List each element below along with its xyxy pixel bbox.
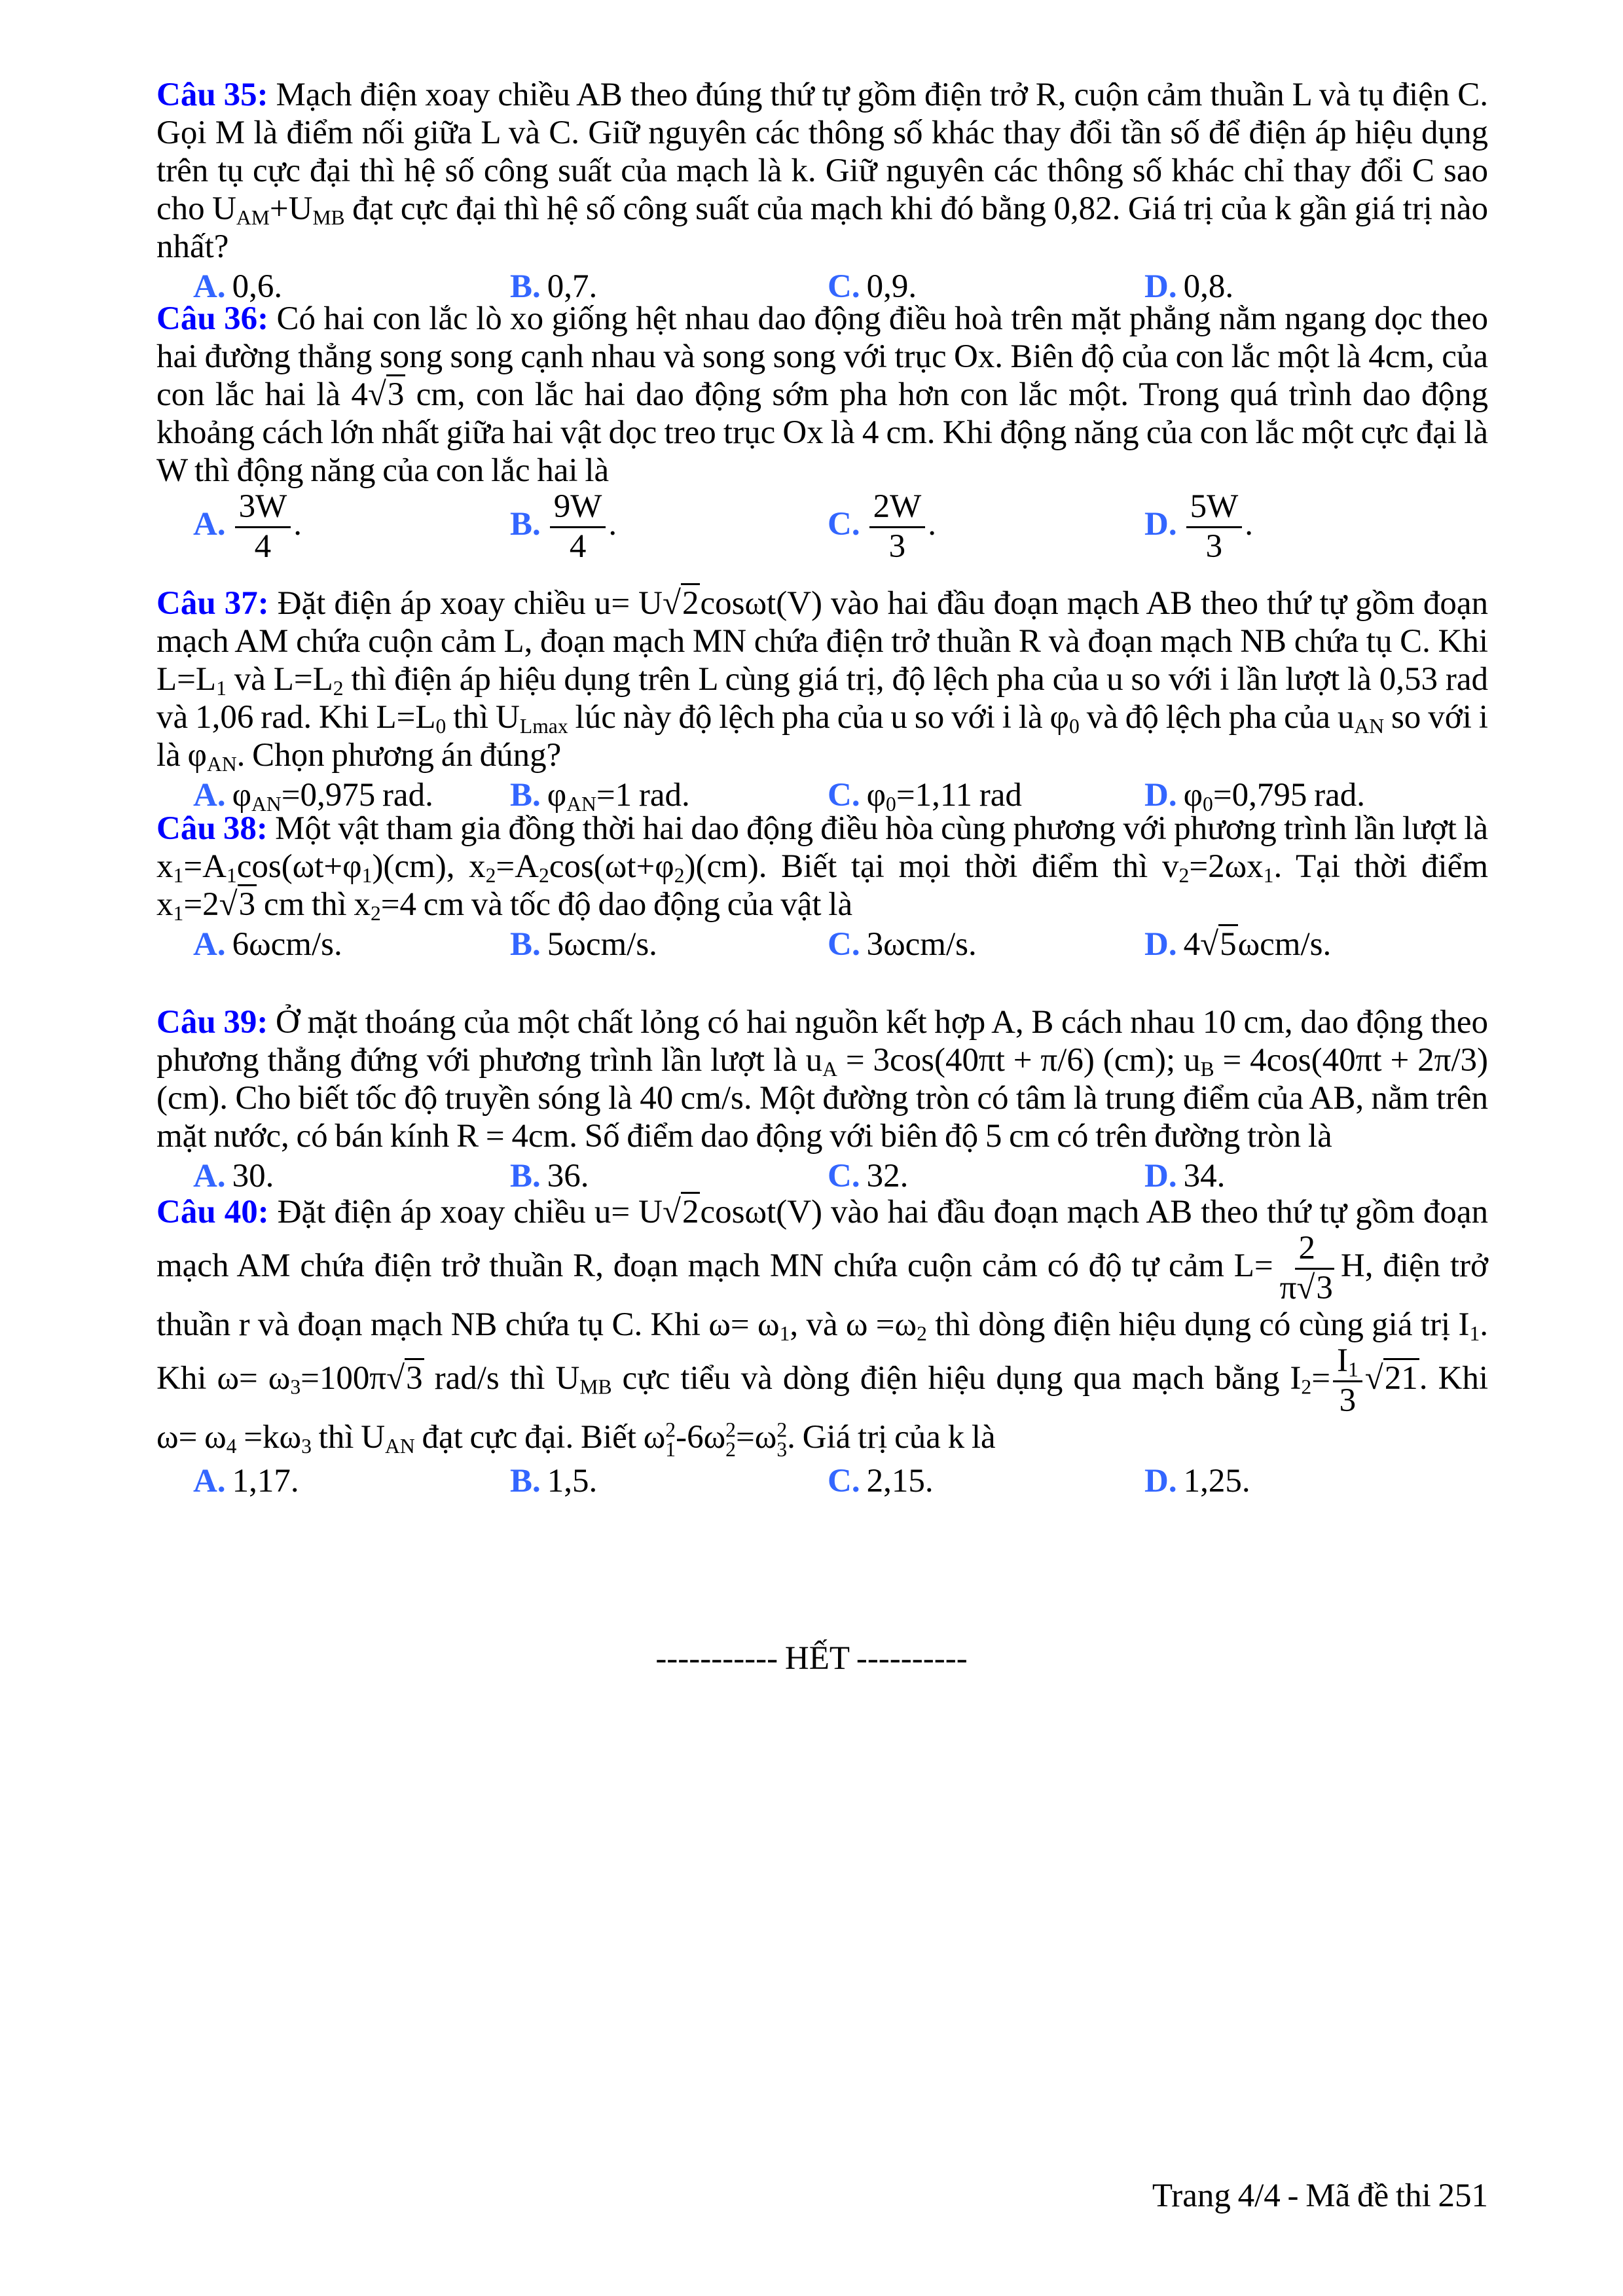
option-letter: C. xyxy=(828,268,860,305)
question-text-line xyxy=(156,622,1488,660)
denominator xyxy=(1202,528,1227,565)
text: thì điện áp hiệu dụng trên L cùng giá trị, độ lệch pha của u so với i lần lượt là 0,53 rad xyxy=(343,661,1488,698)
text: x xyxy=(156,886,173,923)
text: mặt nước, có bán kính R = 4cm. Số điểm dao động với biên độ 5 cm có trên đường tròn là xyxy=(156,1118,1332,1155)
subscript: 2 xyxy=(485,863,496,887)
text: )(cm), x xyxy=(372,848,486,885)
answer-option-c[interactable] xyxy=(828,490,936,564)
question-text-line xyxy=(156,886,1488,924)
subscript: MB xyxy=(312,206,345,229)
option-letter: B. xyxy=(510,1462,541,1499)
text: 3 xyxy=(1339,1382,1357,1419)
text: phương thẳng đứng với phương trình lần lượt là u xyxy=(156,1042,823,1079)
text: 3 xyxy=(1205,528,1223,565)
text: =0,795 rad. xyxy=(1213,777,1365,814)
text: +U xyxy=(269,190,313,227)
fraction xyxy=(1186,490,1243,564)
option-letter: A. xyxy=(193,777,226,814)
end-marker: ----------- HẾT ---------- xyxy=(655,1640,968,1677)
text: =kω xyxy=(236,1419,302,1456)
square-root xyxy=(1296,1268,1334,1306)
option-letter: D. xyxy=(1144,777,1177,814)
option-letter: C. xyxy=(828,505,860,543)
text: =4 cm và tốc độ dao động của vật là xyxy=(380,886,853,923)
text: 3 xyxy=(888,528,906,565)
question-text-line xyxy=(156,300,1488,338)
option-letter: D. xyxy=(1144,1158,1177,1194)
fraction xyxy=(1333,1344,1362,1418)
text: . Chọn phương án đúng? xyxy=(236,737,562,774)
subscript: 1 xyxy=(1347,1357,1359,1381)
text: cos(ωt+φ xyxy=(236,848,362,885)
question-label: Câu 40: xyxy=(156,1194,269,1230)
text: cm thì x xyxy=(257,886,371,923)
answer-option-a[interactable] xyxy=(193,1460,299,1502)
text: 3W xyxy=(238,488,287,525)
text: 2,15. xyxy=(866,1462,934,1499)
answer-option-a[interactable] xyxy=(193,1155,274,1197)
text: cm, con lắc hai dao động sớm pha hơn con lắc một. Trong quá trình dao động xyxy=(405,376,1488,413)
text: =0,975 rad. xyxy=(281,777,433,814)
page-footer: Trang 4/4 - Mã đề thi 251 xyxy=(1152,2178,1488,2214)
superscript: 2 xyxy=(776,1418,788,1442)
option-letter: A. xyxy=(193,1158,226,1194)
question-text-line xyxy=(156,376,1488,414)
question-38 xyxy=(156,810,1488,965)
text: 36. xyxy=(547,1158,589,1194)
fraction xyxy=(550,490,606,564)
text: khoảng cách lớn nhất giữa hai vật dọc treo trục Ox là 4 cm. Khi động năng của con lắc một cực đại là xyxy=(156,414,1488,451)
radical-sign-icon: √ xyxy=(662,1194,681,1230)
fraction xyxy=(1276,1231,1338,1306)
question-text-line xyxy=(156,1306,1488,1344)
text: φ xyxy=(866,777,886,814)
answer-option-b[interactable] xyxy=(510,1155,589,1197)
text: φ xyxy=(232,777,252,814)
option-letter: A. xyxy=(193,926,226,963)
question-text-line xyxy=(156,152,1488,190)
text: H, điện trở xyxy=(1340,1247,1488,1284)
text: 5ωcm/s. xyxy=(547,926,657,963)
question-text-line xyxy=(156,114,1488,152)
option-letter: B. xyxy=(510,926,541,963)
option-letter: B. xyxy=(510,777,541,814)
subscript: 1 xyxy=(216,676,227,700)
question-text-line xyxy=(156,1344,1488,1418)
answer-option-b[interactable] xyxy=(510,1460,597,1502)
text: =1,11 rad xyxy=(896,777,1022,814)
question-text-line xyxy=(156,228,1488,266)
subscript: AN xyxy=(566,792,596,816)
text: mạch AM chứa cuộn cảm L, đoạn mạch MN chứa điện trở thuần R và đoạn mạch NB chứa tụ C. Khi xyxy=(156,623,1488,660)
radicand: 3 xyxy=(238,884,257,923)
subscript: 0 xyxy=(435,714,447,738)
text: = 4cos(40πt + 2π/3) xyxy=(1214,1042,1488,1079)
subscript: 2 xyxy=(333,676,344,700)
answer-options xyxy=(156,924,1488,965)
answer-option-b[interactable] xyxy=(510,924,657,965)
option-letter: B. xyxy=(510,1158,541,1194)
text: ω= ω xyxy=(156,1419,227,1456)
fraction xyxy=(235,490,291,564)
text: và độ lệch pha của u xyxy=(1079,699,1355,736)
text: 1,5. xyxy=(547,1462,598,1499)
subscript: 1 xyxy=(665,1438,676,1462)
question-label: Câu 39: xyxy=(156,1004,268,1041)
question-text-line xyxy=(156,190,1488,228)
radical-sign-icon: √ xyxy=(662,585,681,622)
question-text-line xyxy=(156,76,1488,114)
answer-option-c[interactable] xyxy=(828,1460,934,1502)
text: . Khi xyxy=(1419,1359,1489,1397)
radicand: 3 xyxy=(405,1358,424,1397)
subscript: 1 xyxy=(173,863,184,887)
text: π xyxy=(1279,1269,1297,1306)
text: 5W xyxy=(1190,488,1239,525)
text: thì U xyxy=(446,699,520,736)
text: so với i xyxy=(1384,699,1488,736)
option-letter: A. xyxy=(193,268,226,305)
subscript: 1 xyxy=(226,863,237,887)
text: cos(ωt+φ xyxy=(549,848,674,885)
answer-option-a[interactable] xyxy=(193,490,302,564)
question-text-line xyxy=(156,414,1488,452)
text: rad/s thì U xyxy=(424,1359,580,1397)
numerator xyxy=(1295,1231,1320,1270)
text: và 1,06 rad. Khi L=L xyxy=(156,699,436,736)
option-letter: B. xyxy=(510,268,541,305)
text: Có hai con lắc lò xo giống hệt nhau dao động điều hoà trên mặt phẳng nằm ngang dọc theo xyxy=(268,300,1489,337)
question-text-line xyxy=(156,1193,1488,1231)
text: 0,9. xyxy=(866,268,917,305)
numerator xyxy=(1186,490,1243,528)
text: lúc này độ lệch pha của u so với i là φ xyxy=(568,699,1069,736)
text: 4 xyxy=(254,528,272,565)
text: là φ xyxy=(156,737,207,774)
text: thì dòng điện hiệu dụng có cùng giá trị I xyxy=(926,1306,1470,1344)
question-text-line xyxy=(156,1041,1488,1079)
text: φ xyxy=(1183,777,1203,814)
subscript: 3 xyxy=(776,1438,788,1462)
text: I xyxy=(1337,1342,1348,1380)
text: Mạch điện xoay chiều AB theo đúng thứ tự gồm điện trở R, cuộn cảm thuần L và tụ điện C. xyxy=(268,77,1488,113)
text: thì U xyxy=(311,1419,386,1456)
subscript: AN xyxy=(1354,714,1385,738)
radical-sign-icon: √ xyxy=(1364,1359,1383,1397)
radicand: 5 xyxy=(1218,924,1238,963)
square-root xyxy=(663,1192,701,1230)
text: ωcm/s. xyxy=(1237,926,1332,963)
text: 2W xyxy=(873,488,922,525)
answer-option-d[interactable] xyxy=(1144,1155,1225,1197)
text: , và ω =ω xyxy=(790,1306,917,1344)
denominator xyxy=(1276,1270,1338,1306)
text: 2 xyxy=(1298,1230,1316,1266)
question-35 xyxy=(156,76,1488,308)
question-text-line xyxy=(156,452,1488,490)
text: Ở mặt thoáng của một chất lỏng có hai nguồn kết hợp A, B cách nhau 10 cm, dao động theo xyxy=(268,1004,1488,1041)
text: 32. xyxy=(866,1158,909,1194)
option-letter: A. xyxy=(193,505,226,543)
denominator xyxy=(251,528,276,565)
text: 1,17. xyxy=(232,1462,299,1499)
radical-sign-icon: √ xyxy=(219,886,238,923)
subscript: AN xyxy=(385,1435,415,1458)
option-letter: D. xyxy=(1144,268,1177,305)
text: mạch AM chứa điện trở thuần R, đoạn mạch MN chứa cuộn cảm có độ tự cảm L= xyxy=(156,1247,1273,1284)
subscript: Lmax xyxy=(519,714,568,738)
subscript: 0 xyxy=(1203,792,1213,816)
text: . xyxy=(293,505,302,543)
superscript: 2 xyxy=(665,1418,676,1442)
question-36 xyxy=(156,300,1489,565)
text: )(cm). Biết tại mọi thời điểm thì v xyxy=(684,848,1179,885)
subscript: 1 xyxy=(1263,863,1274,887)
text: và L=L xyxy=(226,661,333,698)
subscript: MB xyxy=(579,1375,612,1399)
subscript: 2 xyxy=(917,1321,927,1345)
answer-option-c[interactable] xyxy=(828,1155,908,1197)
denominator xyxy=(885,528,910,565)
text: Đặt điện áp xoay chiều u= U xyxy=(268,585,663,622)
subscript: AN xyxy=(251,792,282,816)
subscript: 1 xyxy=(1469,1321,1480,1345)
question-text-line xyxy=(156,698,1488,736)
answer-option-d[interactable] xyxy=(1144,1460,1250,1502)
answer-option-d[interactable] xyxy=(1144,924,1331,965)
sub-superscript xyxy=(776,1420,787,1460)
question-39 xyxy=(156,1003,1488,1197)
option-letter: D. xyxy=(1144,1462,1177,1499)
text: =ω xyxy=(735,1419,777,1456)
subscript: A xyxy=(822,1057,837,1081)
text: =100π xyxy=(301,1359,387,1397)
subscript: 1 xyxy=(779,1321,790,1345)
answer-option-c[interactable] xyxy=(828,924,977,965)
question-text-line xyxy=(156,660,1488,698)
text: = xyxy=(1311,1359,1330,1397)
denominator xyxy=(1336,1382,1360,1419)
text: 3ωcm/s. xyxy=(866,926,977,963)
text: =1 rad. xyxy=(596,777,690,814)
option-letter: C. xyxy=(828,926,860,963)
text: cosωt(V) vào hai đầu đoạn mạch AB theo thứ tự gồm đoạn xyxy=(700,585,1488,622)
text: . Tại thời điểm xyxy=(1273,848,1488,885)
square-root xyxy=(368,374,406,413)
text: =2ωx xyxy=(1189,848,1264,885)
subscript: 2 xyxy=(539,863,549,887)
answer-option-b[interactable] xyxy=(510,490,617,564)
subscript: 0 xyxy=(1068,714,1080,738)
option-letter: C. xyxy=(828,1158,860,1194)
text: Gọi M là điểm nối giữa L và C. Giữ nguyên các thông số khác thay đổi tần số để điện áp hiệu dụng xyxy=(156,115,1488,151)
answer-options xyxy=(156,1155,1488,1197)
square-root xyxy=(386,1358,424,1397)
superscript: 2 xyxy=(725,1418,736,1442)
radicand: 3 xyxy=(386,374,406,413)
option-letter: A. xyxy=(193,1462,226,1499)
text: cho U xyxy=(156,190,236,227)
question-text-line xyxy=(156,1231,1488,1306)
question-label: Câu 37: xyxy=(156,585,269,622)
text: . xyxy=(928,505,936,543)
text: Đặt điện áp xoay chiều u= U xyxy=(268,1194,663,1230)
text: =A xyxy=(183,848,227,885)
subscript: 2 xyxy=(1178,863,1190,887)
square-root xyxy=(219,884,257,923)
text: Một vật tham gia đồng thời hai dao động điều hòa cùng phương với phương trình lần lượt là xyxy=(267,810,1488,847)
radical-sign-icon: √ xyxy=(1200,926,1219,963)
text: W thì động năng của con lắc hai là xyxy=(156,452,610,489)
question-text-line xyxy=(156,584,1488,622)
text: 6ωcm/s. xyxy=(232,926,342,963)
text: . xyxy=(1480,1306,1488,1344)
answer-option-d[interactable] xyxy=(1144,490,1253,564)
question-text-line xyxy=(156,1003,1488,1041)
answer-options xyxy=(156,488,1488,565)
text: =2 xyxy=(183,886,219,923)
subscript: AM xyxy=(236,206,270,229)
text: nhất? xyxy=(156,228,229,265)
text: trên tụ cực đại thì hệ số công suất của mạch là k. Giữ nguyên các thông số khác chỉ thay đổi C sao xyxy=(156,152,1488,189)
subscript: 1 xyxy=(361,863,373,887)
square-root xyxy=(1365,1358,1419,1397)
radicand: 2 xyxy=(681,583,701,622)
option-letter: D. xyxy=(1144,926,1177,963)
answer-options xyxy=(156,1460,1488,1502)
text: L=L xyxy=(156,661,217,698)
option-letter: C. xyxy=(828,777,860,814)
question-37 xyxy=(156,584,1488,816)
text: φ xyxy=(547,777,567,814)
text: đạt cực đại. Biết ω xyxy=(414,1419,666,1456)
radical-sign-icon: √ xyxy=(367,376,386,413)
text: 1,25. xyxy=(1183,1462,1250,1499)
sub-superscript xyxy=(665,1420,676,1460)
text: . xyxy=(1245,505,1253,543)
subscript: 2 xyxy=(674,863,685,887)
numerator xyxy=(1333,1344,1362,1382)
text: 4 xyxy=(569,528,587,565)
question-label: Câu 35: xyxy=(156,77,268,113)
text: x xyxy=(156,848,173,885)
option-letter: C. xyxy=(828,1462,860,1499)
subscript: 3 xyxy=(290,1375,301,1399)
option-letter: D. xyxy=(1144,505,1177,543)
text: 0,6. xyxy=(232,268,283,305)
text: cực tiểu và dòng điện hiệu dụng qua mạch bằng I xyxy=(611,1359,1302,1397)
radical-sign-icon: √ xyxy=(386,1359,405,1397)
option-letter: B. xyxy=(510,505,541,543)
subscript: AN xyxy=(207,752,237,776)
text: đạt cực đại thì hệ số công suất của mạch khi đó bằng 0,82. Giá trị của k gần giá trị nào xyxy=(344,190,1488,227)
text: . xyxy=(608,505,617,543)
text: con lắc hai là 4 xyxy=(156,376,368,413)
text: 4 xyxy=(1183,926,1201,963)
text: (cm). Cho biết tốc độ truyền sóng là 40 cm/s. Một đường tròn có tâm là trung điểm của AB, nằm trên xyxy=(156,1080,1488,1117)
fraction xyxy=(869,490,926,564)
radical-sign-icon: √ xyxy=(1296,1269,1315,1306)
numerator xyxy=(550,490,606,528)
text: 30. xyxy=(232,1158,274,1194)
subscript: 4 xyxy=(226,1435,237,1458)
text: =A xyxy=(496,848,539,885)
question-text-line xyxy=(156,810,1488,848)
question-text-line xyxy=(156,736,1488,774)
radicand: 21 xyxy=(1383,1358,1419,1397)
numerator xyxy=(235,490,291,528)
subscript: 0 xyxy=(886,792,896,816)
radicand: 3 xyxy=(1315,1268,1334,1306)
question-text-line xyxy=(156,338,1488,376)
subscript: 2 xyxy=(370,901,381,925)
question-text-line xyxy=(156,1079,1488,1117)
subscript: 3 xyxy=(301,1435,312,1458)
text: Khi ω= ω xyxy=(156,1359,291,1397)
question-label: Câu 36: xyxy=(156,300,269,337)
text: 0,7. xyxy=(547,268,598,305)
text: 34. xyxy=(1183,1158,1226,1194)
subscript: B xyxy=(1200,1057,1214,1081)
question-label: Câu 38: xyxy=(156,810,268,847)
question-text-line xyxy=(156,848,1488,886)
question-text-line xyxy=(156,1418,1488,1460)
question-40 xyxy=(156,1193,1488,1502)
text: thuần r và đoạn mạch NB chứa tụ C. Khi ω= ω xyxy=(156,1306,780,1344)
text: = 3cos(40πt + π/6) (cm); u xyxy=(837,1042,1201,1079)
text: cosωt(V) vào hai đầu đoạn mạch AB theo thứ tự gồm đoạn xyxy=(700,1194,1488,1230)
denominator xyxy=(566,528,591,565)
sub-superscript xyxy=(725,1420,736,1460)
text: 9W xyxy=(553,488,602,525)
text: hai đường thẳng song song cạnh nhau và song song với trục Ox. Biên độ của con lắc một là 4cm, của xyxy=(156,338,1488,375)
text: -6ω xyxy=(676,1419,726,1456)
square-root xyxy=(1200,924,1238,963)
square-root xyxy=(663,583,701,622)
text: . Giá trị của k là xyxy=(787,1419,996,1456)
text: 0,8. xyxy=(1183,268,1234,305)
subscript: 2 xyxy=(725,1438,736,1462)
radicand: 2 xyxy=(681,1192,701,1230)
question-text-line xyxy=(156,1117,1488,1155)
subscript: 1 xyxy=(173,901,184,925)
subscript: 2 xyxy=(1301,1375,1312,1399)
answer-option-a[interactable] xyxy=(193,924,342,965)
numerator xyxy=(869,490,926,528)
